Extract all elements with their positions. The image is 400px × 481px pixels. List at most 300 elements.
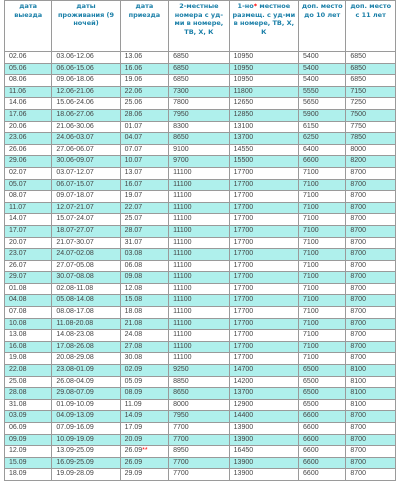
table-row [5, 109, 396, 121]
single-room-price-cell: 17700 [229, 283, 298, 295]
single-room-price-cell: 12650 [229, 98, 298, 110]
stay-dates-cell: 26.08-04.09 [52, 376, 120, 388]
single-room-price-cell: 14700 [229, 365, 298, 377]
arrival-cell: 13.07 [120, 167, 168, 179]
double-room-price-cell: 8300 [169, 121, 230, 133]
table-row [5, 237, 396, 249]
table-body [5, 52, 396, 481]
arrival-cell: 15.08 [120, 295, 168, 307]
table-row [5, 388, 396, 400]
table-row [5, 202, 396, 214]
extra-bed-under-10-cell: 7100 [299, 225, 346, 237]
single-room-price-cell: 15500 [229, 156, 298, 168]
extra-bed-under-10-cell: 7100 [299, 295, 346, 307]
table-row [5, 179, 396, 191]
arrival-cell: 25.06 [120, 98, 168, 110]
table-row [5, 191, 396, 203]
departure-cell: 11.07 [5, 202, 52, 214]
double-room-price-cell: 8000 [169, 399, 230, 411]
single-room-price-cell: 10950 [229, 52, 298, 64]
arrival-cell: 28.06 [120, 109, 168, 121]
single-room-price-cell: 11800 [229, 86, 298, 98]
departure-cell: 20.06 [5, 121, 52, 133]
single-room-price-cell: 17700 [229, 260, 298, 272]
arrival-cell: 09.08 [120, 272, 168, 284]
arrival-cell: 21.08 [120, 318, 168, 330]
stay-dates-cell: 07.09-16.09 [52, 423, 120, 435]
single-room-price-cell: 17700 [229, 295, 298, 307]
arrival-cell: 04.07 [120, 133, 168, 145]
arrival-cell: 14.09 [120, 411, 168, 423]
arrival-cell: 01.07 [120, 121, 168, 133]
departure-cell: 16.08 [5, 341, 52, 353]
arrival-cell: 22.06 [120, 86, 168, 98]
double-room-price-cell: 11100 [169, 214, 230, 226]
table-row [5, 52, 396, 64]
arrival-cell: 16.06 [120, 63, 168, 75]
extra-bed-under-10-cell: 5900 [299, 109, 346, 121]
single-room-price-cell: 17700 [229, 353, 298, 365]
extra-bed-over-11-cell: 8700 [346, 469, 396, 481]
table-row [5, 63, 396, 75]
double-room-price-cell: 11100 [169, 330, 230, 342]
single-room-price-cell: 17700 [229, 167, 298, 179]
double-room-price-cell: 6850 [169, 52, 230, 64]
extra-bed-over-11-cell: 8700 [346, 295, 396, 307]
extra-bed-under-10-cell: 5400 [299, 63, 346, 75]
extra-bed-under-10-cell: 7100 [299, 237, 346, 249]
extra-bed-under-10-cell: 6600 [299, 446, 346, 458]
double-room-price-cell: 7300 [169, 86, 230, 98]
double-room-price-cell: 11100 [169, 202, 230, 214]
double-room-price-cell: 11100 [169, 295, 230, 307]
departure-cell: 25.08 [5, 376, 52, 388]
stay-dates-cell: 15.07-24.07 [52, 214, 120, 226]
departure-cell: 20.07 [5, 237, 52, 249]
stay-dates-cell: 21.07-30.07 [52, 237, 120, 249]
arrival-cell: 10.07 [120, 156, 168, 168]
stay-dates-cell: 21.06-30.06 [52, 121, 120, 133]
departure-cell: 14.07 [5, 214, 52, 226]
extra-bed-over-11-cell: 8700 [346, 202, 396, 214]
single-room-price-cell: 13900 [229, 457, 298, 469]
extra-bed-under-10-cell: 5650 [299, 98, 346, 110]
table-row [5, 75, 396, 87]
stay-dates-cell: 15.06-24.06 [52, 98, 120, 110]
double-room-price-cell: 11100 [169, 179, 230, 191]
single-room-price-cell: 14550 [229, 144, 298, 156]
arrival-cell: 17.09 [120, 423, 168, 435]
departure-cell: 19.08 [5, 353, 52, 365]
double-room-price-cell: 7950 [169, 109, 230, 121]
header-arrival: дата приезда [120, 1, 168, 52]
arrival-cell: 19.06 [120, 75, 168, 87]
stay-dates-cell: 20.08-29.08 [52, 353, 120, 365]
departure-cell: 09.09 [5, 434, 52, 446]
arrival-cell: 29.09 [120, 469, 168, 481]
extra-bed-over-11-cell: 8700 [346, 411, 396, 423]
table-row [5, 98, 396, 110]
single-room-price-cell: 17700 [229, 191, 298, 203]
departure-cell: 07.08 [5, 307, 52, 319]
departure-cell: 18.09 [5, 469, 52, 481]
double-room-price-cell: 7700 [169, 469, 230, 481]
single-room-price-cell: 17700 [229, 179, 298, 191]
table-row [5, 86, 396, 98]
double-room-price-cell: 8650 [169, 133, 230, 145]
extra-bed-over-11-cell: 8100 [346, 365, 396, 377]
stay-dates-cell: 12.07-21.07 [52, 202, 120, 214]
arrival-cell: 20.09 [120, 434, 168, 446]
extra-bed-over-11-cell: 8700 [346, 423, 396, 435]
table-row [5, 457, 396, 469]
double-room-price-cell: 6850 [169, 63, 230, 75]
double-room-price-cell: 11100 [169, 353, 230, 365]
stay-dates-cell: 19.09-28.09 [52, 469, 120, 481]
single-room-price-cell: 13900 [229, 469, 298, 481]
extra-bed-over-11-cell: 8700 [346, 214, 396, 226]
extra-bed-over-11-cell: 8100 [346, 376, 396, 388]
extra-bed-over-11-cell: 6850 [346, 63, 396, 75]
arrival-cell: 03.08 [120, 249, 168, 261]
stay-dates-cell: 27.06-06.07 [52, 144, 120, 156]
extra-bed-under-10-cell: 6600 [299, 434, 346, 446]
stay-dates-cell: 13.09-25.09 [52, 446, 120, 458]
extra-bed-over-11-cell: 7750 [346, 121, 396, 133]
double-room-price-cell: 9100 [169, 144, 230, 156]
extra-bed-under-10-cell: 7100 [299, 249, 346, 261]
extra-bed-under-10-cell: 6600 [299, 469, 346, 481]
stay-dates-cell: 18.06-27.06 [52, 109, 120, 121]
departure-cell: 23.07 [5, 249, 52, 261]
stay-dates-cell: 05.08-14.08 [52, 295, 120, 307]
extra-bed-over-11-cell: 8700 [346, 179, 396, 191]
extra-bed-over-11-cell: 8700 [346, 434, 396, 446]
stay-dates-cell: 17.08-26.08 [52, 341, 120, 353]
stay-dates-cell: 09.07-18.07 [52, 191, 120, 203]
single-room-price-cell: 17700 [229, 225, 298, 237]
double-room-price-cell: 11100 [169, 341, 230, 353]
departure-cell: 29.07 [5, 272, 52, 284]
stay-dates-cell: 06.06-15.06 [52, 63, 120, 75]
header-double-room: 2-местные номера с уд-ми в номере, ТВ, Х, К [169, 1, 230, 52]
double-room-price-cell: 11100 [169, 307, 230, 319]
arrival-cell: 26.09** [120, 446, 168, 458]
stay-dates-cell: 14.08-23.08 [52, 330, 120, 342]
extra-bed-under-10-cell: 7100 [299, 191, 346, 203]
departure-cell: 08.06 [5, 75, 52, 87]
extra-bed-over-11-cell: 7150 [346, 86, 396, 98]
extra-bed-under-10-cell: 7100 [299, 330, 346, 342]
table-row [5, 446, 396, 458]
table-row [5, 272, 396, 284]
single-room-price-cell: 17700 [229, 318, 298, 330]
arrival-cell: 12.08 [120, 283, 168, 295]
table-row [5, 249, 396, 261]
header-stay-dates: даты проживания (9 ночей) [52, 1, 120, 52]
extra-bed-over-11-cell: 8700 [346, 283, 396, 295]
extra-bed-under-10-cell: 7100 [299, 353, 346, 365]
single-room-price-cell: 17700 [229, 341, 298, 353]
extra-bed-under-10-cell: 5400 [299, 75, 346, 87]
header-single-star: * [253, 2, 258, 10]
extra-bed-under-10-cell: 7100 [299, 341, 346, 353]
extra-bed-under-10-cell: 6600 [299, 457, 346, 469]
extra-bed-under-10-cell: 6250 [299, 133, 346, 145]
single-room-price-cell: 10950 [229, 75, 298, 87]
footnote-marker: ** [142, 447, 148, 455]
extra-bed-over-11-cell: 8700 [346, 249, 396, 261]
extra-bed-under-10-cell: 6150 [299, 121, 346, 133]
arrival-cell: 07.07 [120, 144, 168, 156]
single-room-price-cell: 17700 [229, 272, 298, 284]
arrival-cell: 05.09 [120, 376, 168, 388]
stay-dates-cell: 04.09-13.09 [52, 411, 120, 423]
stay-dates-cell: 09.06-18.06 [52, 75, 120, 87]
single-room-price-cell: 16450 [229, 446, 298, 458]
departure-cell: 23.06 [5, 133, 52, 145]
departure-cell: 03.09 [5, 411, 52, 423]
single-room-price-cell: 13900 [229, 434, 298, 446]
double-room-price-cell: 7800 [169, 98, 230, 110]
double-room-price-cell: 11100 [169, 272, 230, 284]
table-row [5, 283, 396, 295]
extra-bed-over-11-cell: 8700 [346, 260, 396, 272]
departure-cell: 26.07 [5, 260, 52, 272]
table-row [5, 411, 396, 423]
single-room-price-cell: 17700 [229, 307, 298, 319]
table-row [5, 330, 396, 342]
single-room-price-cell: 10950 [229, 63, 298, 75]
departure-cell: 08.07 [5, 191, 52, 203]
table-row [5, 156, 396, 168]
header-departure: дата выезда [5, 1, 52, 52]
extra-bed-over-11-cell: 8700 [346, 446, 396, 458]
departure-cell: 31.08 [5, 399, 52, 411]
table-row [5, 399, 396, 411]
double-room-price-cell: 8650 [169, 388, 230, 400]
single-room-price-cell: 13700 [229, 133, 298, 145]
double-room-price-cell: 11100 [169, 191, 230, 203]
single-room-price-cell: 13100 [229, 121, 298, 133]
table-row [5, 225, 396, 237]
extra-bed-over-11-cell: 7500 [346, 109, 396, 121]
arrival-cell: 25.07 [120, 214, 168, 226]
double-room-price-cell: 11100 [169, 225, 230, 237]
departure-cell: 17.06 [5, 109, 52, 121]
table-row [5, 341, 396, 353]
stay-dates-cell: 24.06-03.07 [52, 133, 120, 145]
single-room-price-cell: 14200 [229, 376, 298, 388]
departure-cell: 15.09 [5, 457, 52, 469]
extra-bed-over-11-cell: 8700 [346, 237, 396, 249]
table-row [5, 167, 396, 179]
departure-cell: 28.08 [5, 388, 52, 400]
double-room-price-cell: 7700 [169, 434, 230, 446]
arrival-cell: 08.09 [120, 388, 168, 400]
double-room-price-cell: 11100 [169, 260, 230, 272]
single-room-price-cell: 17700 [229, 214, 298, 226]
arrival-cell: 31.07 [120, 237, 168, 249]
double-room-price-cell: 8850 [169, 376, 230, 388]
arrival-cell: 26.09 [120, 457, 168, 469]
stay-dates-cell: 03.07-12.07 [52, 167, 120, 179]
extra-bed-over-11-cell: 8700 [346, 191, 396, 203]
single-room-price-cell: 13700 [229, 388, 298, 400]
double-room-price-cell: 7950 [169, 411, 230, 423]
extra-bed-under-10-cell: 7100 [299, 272, 346, 284]
single-room-price-cell: 17700 [229, 202, 298, 214]
table-row [5, 121, 396, 133]
tour-price-table-container [4, 0, 396, 481]
header-extra-bed-under-10: доп. место до 10 лет [299, 1, 346, 52]
extra-bed-over-11-cell: 8100 [346, 399, 396, 411]
extra-bed-over-11-cell: 7850 [346, 133, 396, 145]
double-room-price-cell: 8950 [169, 446, 230, 458]
departure-cell: 10.08 [5, 318, 52, 330]
extra-bed-under-10-cell: 6600 [299, 411, 346, 423]
table-row [5, 133, 396, 145]
double-room-price-cell: 9700 [169, 156, 230, 168]
arrival-cell: 27.08 [120, 341, 168, 353]
table-row [5, 353, 396, 365]
extra-bed-under-10-cell: 6500 [299, 399, 346, 411]
single-room-price-cell: 17700 [229, 249, 298, 261]
stay-dates-cell: 01.09-10.09 [52, 399, 120, 411]
stay-dates-cell: 23.08-01.09 [52, 365, 120, 377]
single-room-price-cell: 12900 [229, 399, 298, 411]
extra-bed-under-10-cell: 6500 [299, 376, 346, 388]
arrival-cell: 30.08 [120, 353, 168, 365]
stay-dates-cell: 02.08-11.08 [52, 283, 120, 295]
header-extra-bed-over-11: доп. место с 11 лет [346, 1, 396, 52]
arrival-cell: 02.09 [120, 365, 168, 377]
departure-cell: 05.06 [5, 63, 52, 75]
extra-bed-over-11-cell: 8700 [346, 353, 396, 365]
extra-bed-under-10-cell: 7100 [299, 318, 346, 330]
stay-dates-cell: 10.09-19.09 [52, 434, 120, 446]
departure-cell: 26.06 [5, 144, 52, 156]
departure-cell: 13.08 [5, 330, 52, 342]
extra-bed-over-11-cell: 8700 [346, 307, 396, 319]
single-room-price-cell: 14400 [229, 411, 298, 423]
double-room-price-cell: 6850 [169, 75, 230, 87]
extra-bed-under-10-cell: 7100 [299, 167, 346, 179]
arrival-cell: 13.06 [120, 52, 168, 64]
extra-bed-under-10-cell: 6500 [299, 365, 346, 377]
header-single-room: 1-но* местное размещ. с уд-ми в номере, ТВ, Х, К [229, 1, 298, 52]
extra-bed-over-11-cell: 6850 [346, 52, 396, 64]
extra-bed-under-10-cell: 7100 [299, 260, 346, 272]
double-room-price-cell: 11100 [169, 318, 230, 330]
departure-cell: 29.06 [5, 156, 52, 168]
stay-dates-cell: 16.09-25.09 [52, 457, 120, 469]
arrival-cell: 16.07 [120, 179, 168, 191]
single-room-price-cell: 17700 [229, 237, 298, 249]
departure-cell: 02.06 [5, 52, 52, 64]
extra-bed-over-11-cell: 8200 [346, 156, 396, 168]
extra-bed-under-10-cell: 6400 [299, 144, 346, 156]
stay-dates-cell: 03.06-12.06 [52, 52, 120, 64]
arrival-cell: 24.08 [120, 330, 168, 342]
stay-dates-cell: 30.07-08.08 [52, 272, 120, 284]
departure-cell: 22.08 [5, 365, 52, 377]
double-room-price-cell: 7700 [169, 423, 230, 435]
single-room-price-cell: 13900 [229, 423, 298, 435]
extra-bed-over-11-cell: 7250 [346, 98, 396, 110]
arrival-cell: 28.07 [120, 225, 168, 237]
table-row [5, 365, 396, 377]
stay-dates-cell: 18.07-27.07 [52, 225, 120, 237]
table-row [5, 469, 396, 481]
extra-bed-over-11-cell: 8700 [346, 330, 396, 342]
departure-cell: 01.08 [5, 283, 52, 295]
table-row [5, 214, 396, 226]
double-room-price-cell: 11100 [169, 167, 230, 179]
table-row [5, 434, 396, 446]
stay-dates-cell: 27.07-05.08 [52, 260, 120, 272]
extra-bed-under-10-cell: 5400 [299, 52, 346, 64]
extra-bed-over-11-cell: 8700 [346, 225, 396, 237]
table-header-row [5, 1, 396, 52]
table-row [5, 376, 396, 388]
double-room-price-cell: 11100 [169, 283, 230, 295]
extra-bed-over-11-cell: 8700 [346, 318, 396, 330]
departure-cell: 11.06 [5, 86, 52, 98]
stay-dates-cell: 12.06-21.06 [52, 86, 120, 98]
extra-bed-over-11-cell: 8100 [346, 388, 396, 400]
stay-dates-cell: 06.07-15.07 [52, 179, 120, 191]
extra-bed-under-10-cell: 6500 [299, 388, 346, 400]
departure-cell: 06.09 [5, 423, 52, 435]
arrival-cell: 06.08 [120, 260, 168, 272]
extra-bed-under-10-cell: 7100 [299, 214, 346, 226]
departure-cell: 04.08 [5, 295, 52, 307]
stay-dates-cell: 08.08-17.08 [52, 307, 120, 319]
departure-cell: 17.07 [5, 225, 52, 237]
double-room-price-cell: 11100 [169, 237, 230, 249]
extra-bed-under-10-cell: 7100 [299, 202, 346, 214]
extra-bed-under-10-cell: 7100 [299, 283, 346, 295]
single-room-price-cell: 12850 [229, 109, 298, 121]
table-row [5, 318, 396, 330]
double-room-price-cell: 9250 [169, 365, 230, 377]
arrival-cell: 11.09 [120, 399, 168, 411]
extra-bed-over-11-cell: 6850 [346, 75, 396, 87]
extra-bed-under-10-cell: 6600 [299, 423, 346, 435]
extra-bed-over-11-cell: 8700 [346, 341, 396, 353]
extra-bed-over-11-cell: 8700 [346, 167, 396, 179]
extra-bed-over-11-cell: 8700 [346, 457, 396, 469]
extra-bed-under-10-cell: 5550 [299, 86, 346, 98]
double-room-price-cell: 7700 [169, 457, 230, 469]
stay-dates-cell: 24.07-02.08 [52, 249, 120, 261]
arrival-cell: 19.07 [120, 191, 168, 203]
extra-bed-over-11-cell: 8700 [346, 272, 396, 284]
extra-bed-under-10-cell: 7100 [299, 307, 346, 319]
tour-price-table [4, 0, 396, 481]
table-row [5, 144, 396, 156]
stay-dates-cell: 30.06-09.07 [52, 156, 120, 168]
single-room-price-cell: 17700 [229, 330, 298, 342]
double-room-price-cell: 11100 [169, 249, 230, 261]
extra-bed-over-11-cell: 8000 [346, 144, 396, 156]
table-row [5, 423, 396, 435]
table-row [5, 260, 396, 272]
departure-cell: 14.06 [5, 98, 52, 110]
arrival-cell: 22.07 [120, 202, 168, 214]
departure-cell: 05.07 [5, 179, 52, 191]
